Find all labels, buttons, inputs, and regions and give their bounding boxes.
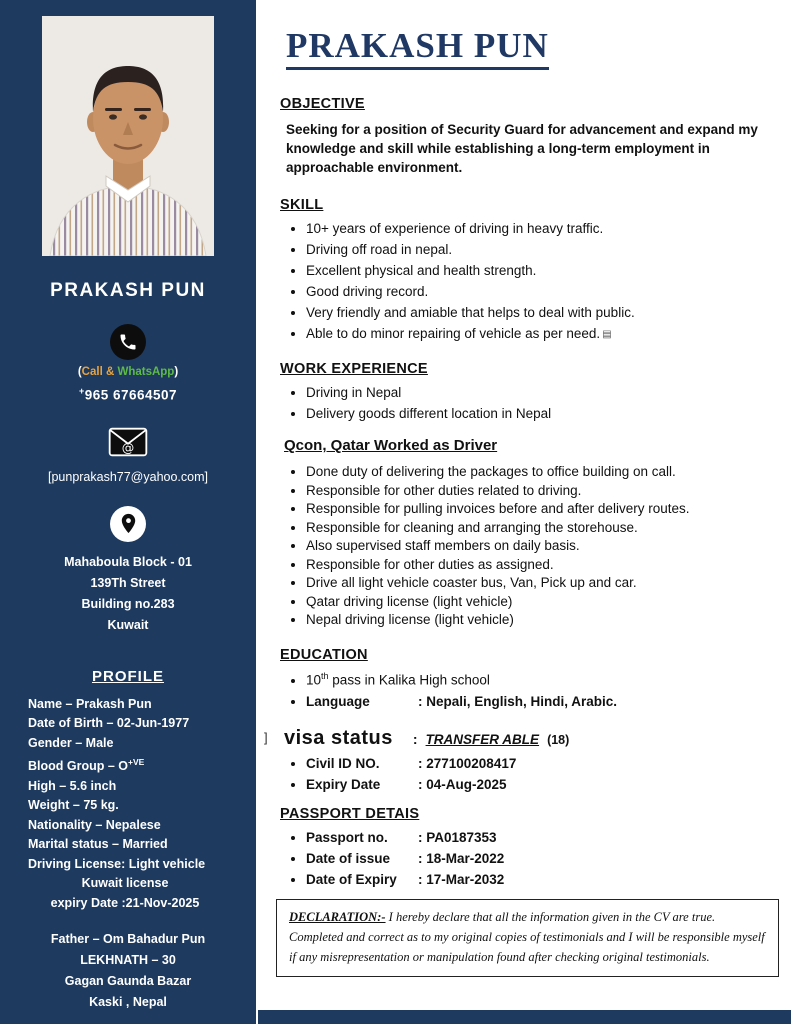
skill-item: • Driving off road in nepal. xyxy=(306,242,783,257)
email-address: [punprakash77@yahoo.com] xyxy=(47,469,208,484)
whatsapp-label: WhatsApp xyxy=(117,366,175,378)
visa-status-note: (18) xyxy=(547,732,570,747)
qcon-item: • Nepal driving license (light vehicle) xyxy=(306,612,783,627)
skill-item: • Able to do minor repairing of vehicle as per need. ▤ xyxy=(306,326,783,341)
profile-line: Gender – Male xyxy=(28,735,114,750)
passport-heading: PASSPORT DETAIS xyxy=(280,805,420,822)
qcon-item: • Responsible for cleaning and arranging the storehouse. xyxy=(306,520,783,535)
address-line: Mahaboula Block - 01 xyxy=(64,554,192,569)
skill-item: • Very friendly and amiable that helps to deal with public. xyxy=(306,305,783,320)
visa-status-heading: ] visa status : TRANSFER ABLE (18) xyxy=(264,726,570,749)
civil-id-row: • Civil ID NO. : 277100208417 xyxy=(306,756,783,771)
visa-expiry-row: • Expiry Date : 04-Aug-2025 xyxy=(306,777,783,792)
location-icon xyxy=(110,506,146,542)
profile-line-blood-group: Blood Group – $O^{+VE}$ xyxy=(28,757,145,774)
phone-number: +965 67664507 xyxy=(78,386,178,403)
passport-number-row: • Passport no. : PA0187353 xyxy=(306,830,783,845)
objective-heading: OBJECTIVE xyxy=(280,96,365,112)
work-item: • Driving in Nepal xyxy=(306,385,783,400)
language-label: Language xyxy=(306,693,370,709)
skill-item: • 10+ years of experience of driving in heavy traffic. xyxy=(306,221,783,236)
education-item: • 10th pass in Kalika High school xyxy=(306,671,783,688)
qcon-item: • Qatar driving license (light vehicle) xyxy=(306,594,783,609)
education-list xyxy=(276,671,783,709)
father-line: Gagan Gaunda Bazar xyxy=(64,974,192,989)
profile-line: High – 5.6 inch xyxy=(28,778,117,793)
qcon-duties-list xyxy=(276,464,783,627)
main-content xyxy=(256,0,791,1024)
address-line: Building no.283 xyxy=(81,596,175,611)
qcon-item: • Responsible for other duties as assigned. xyxy=(306,557,783,572)
portrait-photo-image xyxy=(42,16,214,256)
skill-item: • Excellent physical and health strength. xyxy=(306,263,783,278)
declaration-label: DECLARATION:- xyxy=(289,909,386,924)
paren-close: ) xyxy=(174,366,179,378)
work-experience-heading: WORK EXPERIENCE xyxy=(280,361,428,378)
call-whatsapp-label xyxy=(0,366,256,378)
sidebar-name: PRAKASH PUN xyxy=(50,280,206,301)
profile-line: Marital status – Married xyxy=(28,837,168,852)
profile-details xyxy=(0,695,256,914)
email-icon xyxy=(0,427,256,462)
qcon-item: • Responsible for other duties related to driving. xyxy=(306,483,783,498)
skill-heading: SKILL xyxy=(280,197,324,214)
address-line: Kuwait xyxy=(107,617,149,632)
page-title: PRAKASH PUN xyxy=(286,26,549,70)
qcon-subheading: Qcon, Qatar Worked as Driver xyxy=(284,437,498,455)
bottom-accent-bar xyxy=(258,1010,791,1024)
father-block xyxy=(0,929,256,1013)
profile-line: Name – Prakash Pun xyxy=(28,696,152,711)
skill-list xyxy=(276,221,783,341)
profile-line: Weight – 75 kg. xyxy=(28,798,119,813)
father-line: LEKHNATH – 30 xyxy=(80,953,176,968)
work-item: • Delivery goods different location in Nepal xyxy=(306,406,783,421)
bracket-artifact: ] xyxy=(264,729,268,745)
education-heading: EDUCATION xyxy=(280,647,368,664)
qcon-item: • Drive all light vehicle coaster bus, Van, Pick up and car. xyxy=(306,575,783,590)
address-line: 139Th Street xyxy=(90,575,166,590)
profile-line: Driving License: Light vehicle xyxy=(28,856,206,871)
phone-icon xyxy=(110,324,146,360)
profile-heading: PROFILE xyxy=(91,667,164,685)
profile-line: expiry Date :21-Nov-2025 xyxy=(50,895,200,910)
qcon-item: • Responsible for pulling invoices before and after delivery routes. xyxy=(306,501,783,516)
paren-open: ( xyxy=(77,366,82,378)
sidebar xyxy=(0,0,256,1024)
svg-text:@: @ xyxy=(121,439,135,455)
father-line: Father – Om Bahadur Pun xyxy=(50,932,206,947)
visa-details-list xyxy=(276,756,783,792)
visa-status-value: TRANSFER ABLE xyxy=(425,731,540,747)
language-value: : Nepali, English, Hindi, Arabic. xyxy=(418,693,618,709)
profile-line: Nationality – Nepalese xyxy=(28,817,161,832)
passport-issue-row: • Date of issue : 18-Mar-2022 xyxy=(306,851,783,866)
call-label: Call & xyxy=(81,366,118,378)
declaration-box xyxy=(276,899,779,977)
visa-status-label: visa status xyxy=(284,726,393,749)
skill-item: • Good driving record. xyxy=(306,284,783,299)
qcon-item: • Done duty of delivering the packages to office building on call. xyxy=(306,464,783,479)
portrait-photo xyxy=(42,16,214,256)
phone-plus: + xyxy=(78,386,85,396)
work-experience-list xyxy=(276,385,783,421)
passport-list xyxy=(276,830,783,887)
profile-line: Date of Birth – 02-Jun-1977 xyxy=(28,716,190,730)
profile-line: Kuwait license xyxy=(81,876,169,891)
declaration-text: I hereby declare that all the information given in the CV are true. Completed and correct as to my original copies of testimonials and I will be responsible myself if any misrepresentation or manipulation found after checking original testimonials. xyxy=(289,909,765,964)
address-block xyxy=(0,552,256,636)
qcon-item: • Also supervised staff members on daily basis. xyxy=(306,538,783,553)
passport-expiry-row: • Date of Expiry : 17-Mar-2032 xyxy=(306,872,783,887)
father-line: Kaski , Nepal xyxy=(89,995,167,1010)
object-anchor-icon: ▤ xyxy=(602,329,612,341)
language-item xyxy=(306,694,783,709)
objective-text: Seeking for a position of Security Guard for advancement and expand my knowledge and skill while establishing a long-term employment in approachable environment. xyxy=(286,122,758,176)
